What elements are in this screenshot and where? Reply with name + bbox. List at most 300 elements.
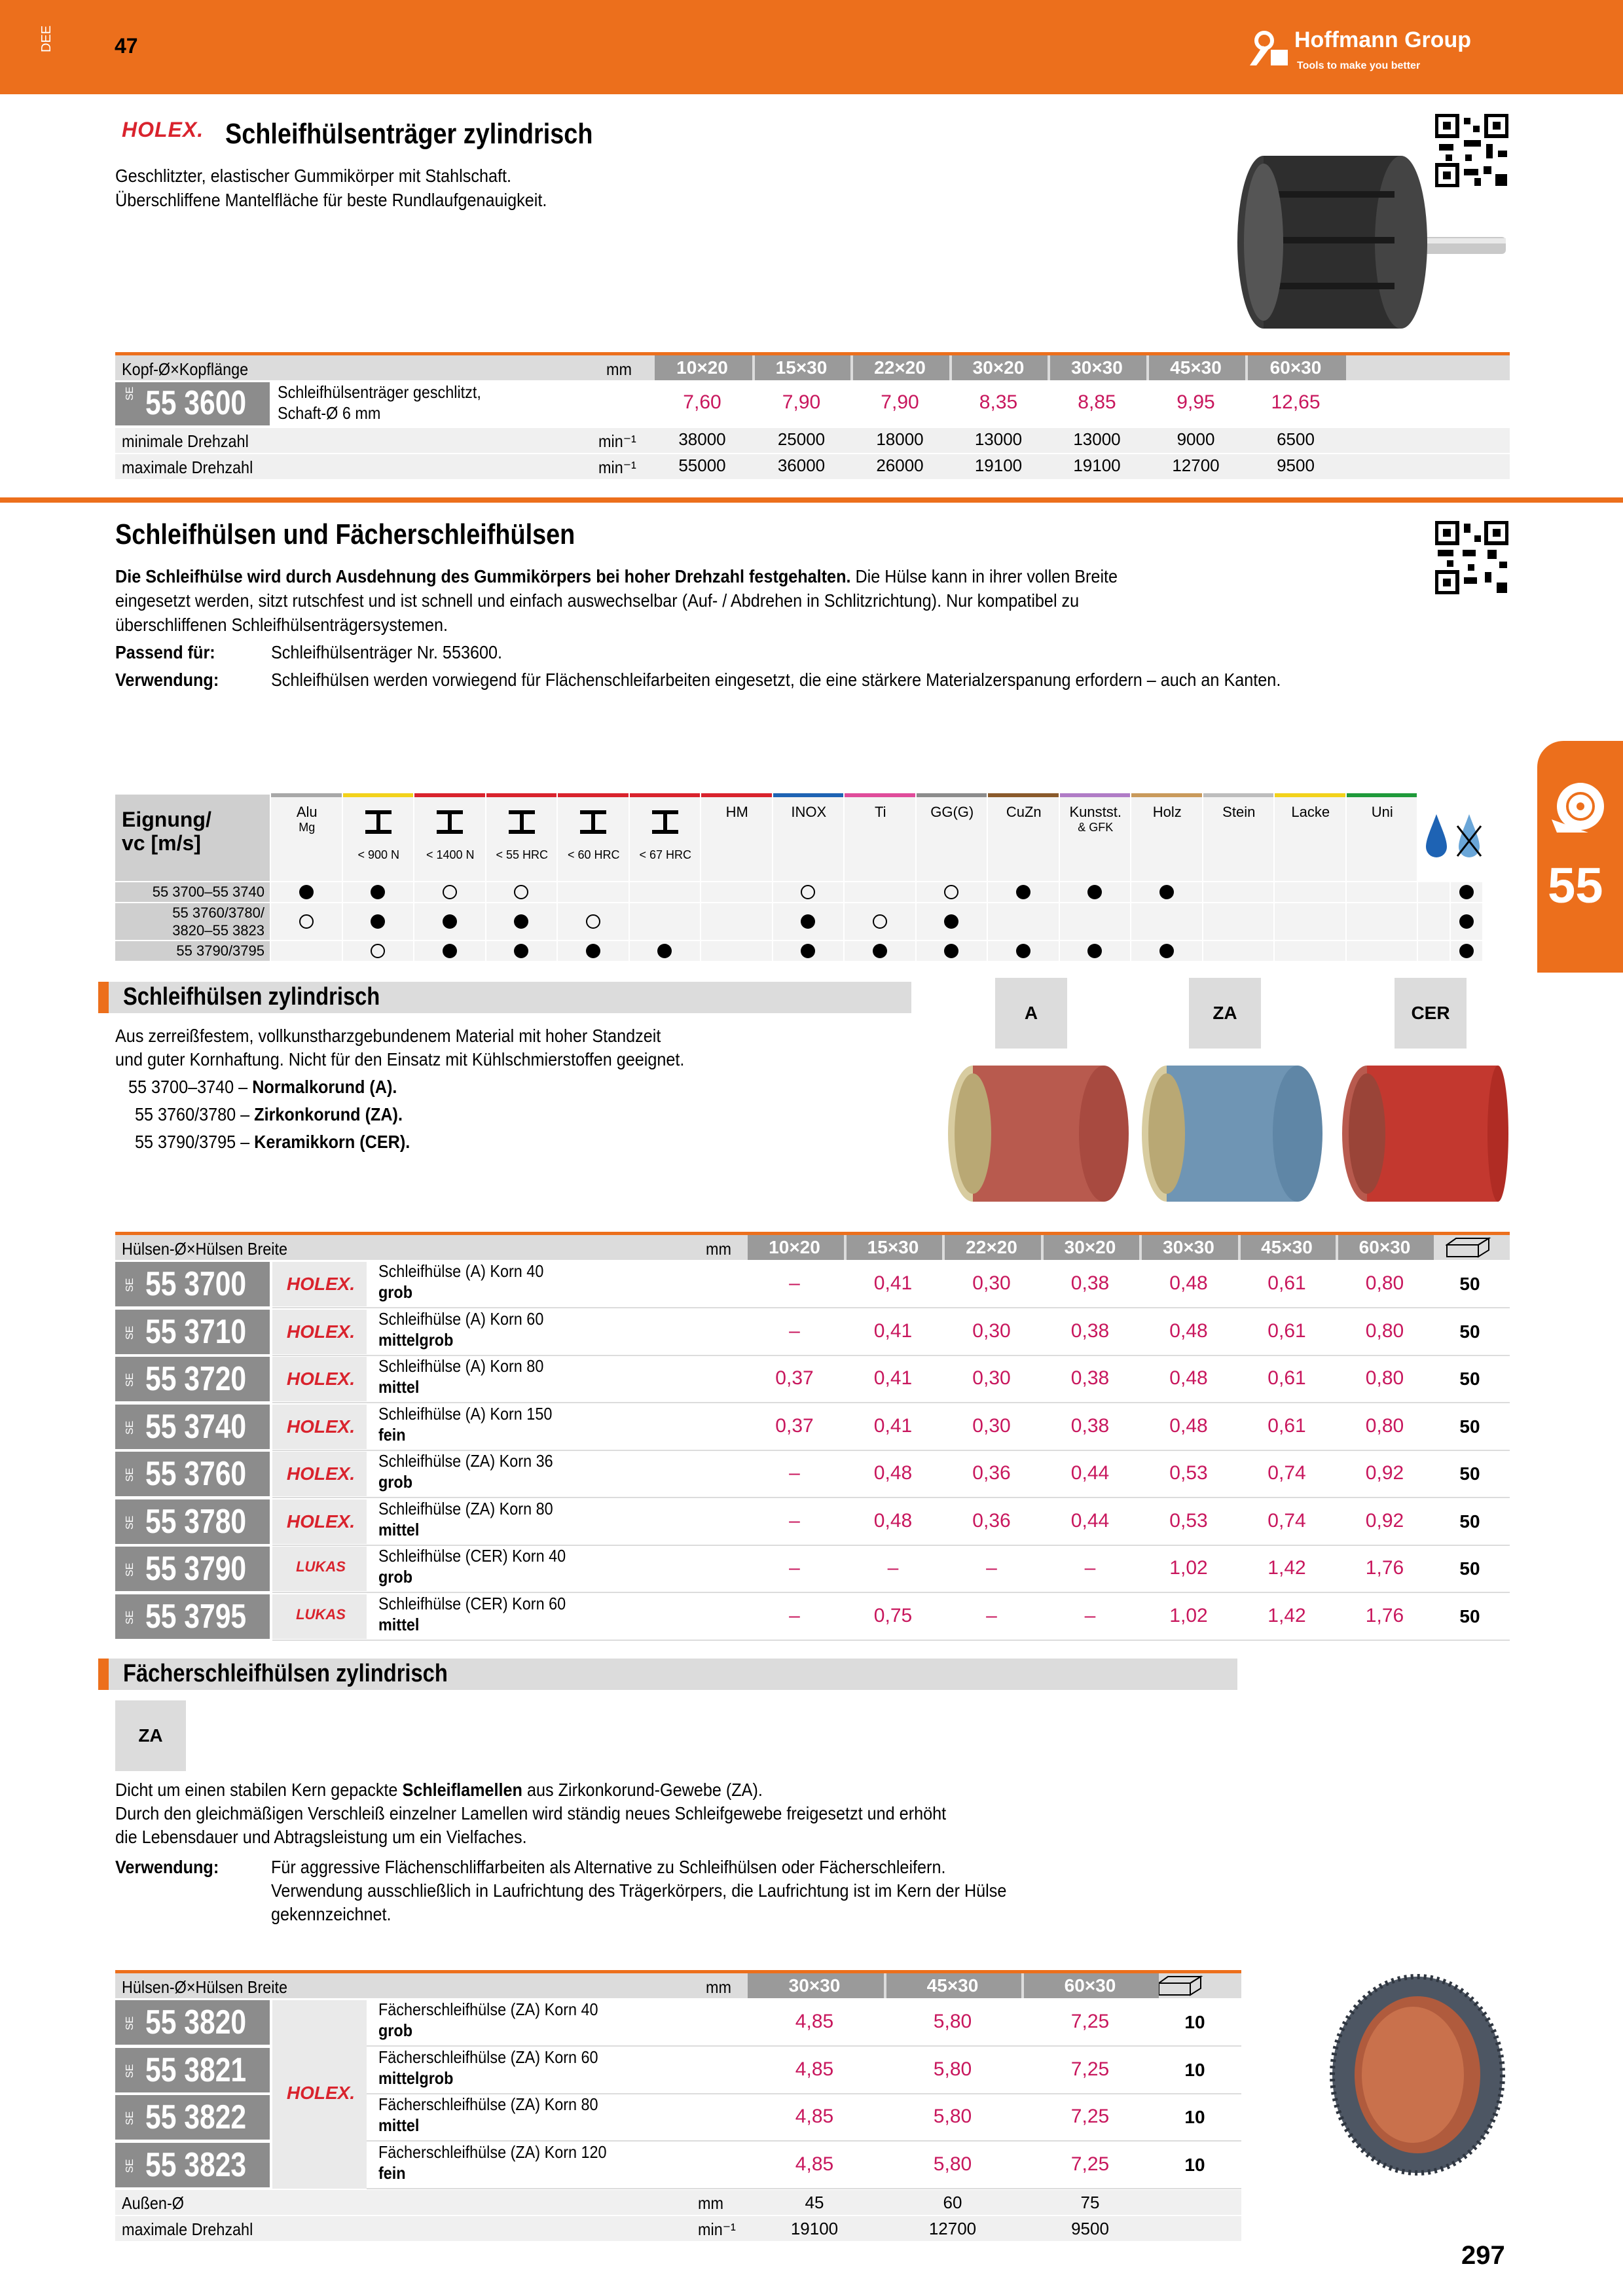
- table3-grit: grob: [378, 1472, 412, 1492]
- table1-min-label: minimale Drehzahl: [122, 431, 249, 451]
- table3-price: 0,38: [1070, 1367, 1110, 1389]
- table4-se: SE: [124, 2111, 136, 2125]
- table4-footer-value: 9500: [1071, 2219, 1109, 2238]
- table1-price: 7,90: [881, 391, 919, 413]
- table1-value: 6500: [1277, 429, 1315, 449]
- table3-price: 0,92: [1365, 1462, 1404, 1484]
- table4-price: 7,25: [1070, 2011, 1110, 2032]
- table3-se: SE: [124, 1420, 136, 1435]
- table3-desc: Schleifhülse (A) Korn 40: [378, 1261, 544, 1281]
- suit-row-label: 3820–55 3823: [172, 922, 264, 939]
- suit-col-name: Stein: [1222, 804, 1256, 820]
- edge-code: DEE: [39, 25, 54, 52]
- section4-desc-1b: Schleiflamellen: [402, 1780, 522, 1800]
- suit-col-sub: & GFK: [1078, 821, 1114, 834]
- suit-cell: [701, 941, 772, 961]
- table3-price: 0,30: [972, 1272, 1011, 1294]
- table1-head-unit: mm: [606, 359, 632, 379]
- table3-article[interactable]: 55 3760: [145, 1455, 247, 1493]
- table3-brand-logo: HOLEX.: [286, 1416, 356, 1437]
- table4-price: 5,80: [933, 2153, 972, 2175]
- table4-price: 4,85: [795, 2011, 834, 2032]
- table3-se: SE: [124, 1467, 136, 1482]
- table3-price: 0,37: [775, 1367, 814, 1389]
- table3-desc: Schleifhülse (A) Korn 150: [378, 1403, 553, 1424]
- use-label: Verwendung:: [115, 670, 219, 690]
- suit-cell: [1203, 941, 1274, 961]
- table4-head-label: Hülsen-Ø×Hülsen Breite: [122, 1977, 287, 1997]
- suit-mark-dot: [443, 944, 457, 958]
- section2-intro-line1: [115, 564, 1118, 588]
- table3-price: 0,36: [972, 1509, 1011, 1532]
- table1-value: 18000: [876, 429, 924, 449]
- holex-logo: HOLEX.: [122, 118, 204, 141]
- suit-cell: [1275, 903, 1345, 940]
- table4-desc: Fächerschleifhülse (ZA) Korn 60: [378, 2047, 598, 2067]
- sanding-sleeves-image: [940, 1058, 1510, 1217]
- type-line-3: [135, 1130, 410, 1154]
- table3-brand-logo: HOLEX.: [286, 1369, 356, 1389]
- suit-col-name: HM: [725, 804, 748, 820]
- table3-article[interactable]: 55 3790: [145, 1550, 247, 1588]
- suit-mark-dot: [586, 944, 600, 958]
- suit-mark-dot: [1159, 885, 1174, 899]
- suit-mark-ring: [873, 914, 887, 929]
- table1-value: 9500: [1277, 456, 1315, 475]
- table4-desc: Fächerschleifhülse (ZA) Korn 40: [378, 2000, 598, 2019]
- section4-desc-1: [115, 1778, 763, 1802]
- section1-title: Schleifhülsenträger zylindrisch: [225, 118, 593, 150]
- suit-cell: [1060, 903, 1131, 940]
- grain-label-a: A: [995, 978, 1067, 1049]
- table3-article[interactable]: 55 3780: [145, 1502, 247, 1541]
- table3-grit: mittel: [378, 1519, 420, 1539]
- table3-price: 0,61: [1267, 1414, 1306, 1437]
- table4-footer-unit: min⁻¹: [698, 2219, 736, 2239]
- suit-cell: [1347, 941, 1417, 961]
- suit-col-sub: < 55 HRC: [496, 848, 549, 861]
- table1-price: 8,85: [1078, 391, 1116, 413]
- section4-desc-2: Durch den gleichmäßigen Verschleiß einzelner Lamellen wird ständig neues Schleifgewebe freigesetzt und erhöht: [115, 1803, 947, 1823]
- table1-se: SE: [124, 386, 136, 401]
- table3-se: SE: [124, 1325, 136, 1340]
- table3-article[interactable]: 55 3740: [145, 1407, 247, 1446]
- table4-pack: 10: [1184, 2107, 1205, 2127]
- table1-head-label: Kopf-Ø×Kopflänge: [122, 359, 249, 379]
- table3-pack: 50: [1459, 1416, 1480, 1437]
- use-value: Schleifhülsen werden vorwiegend für Flächenschleifarbeiten eingesetzt, die eine stärkere Materialzerspanung erfordern – auch an Kanten.: [271, 670, 1281, 690]
- suit-row-label: 55 3700–55 3740: [152, 884, 264, 900]
- table1-article: 55 3600: [145, 384, 247, 422]
- table3-price: 0,30: [972, 1367, 1011, 1389]
- table3-price: 0,61: [1267, 1367, 1306, 1389]
- table1-price: 8,35: [979, 391, 1018, 413]
- table3-price: 0,30: [972, 1319, 1011, 1342]
- table3-brand-logo: HOLEX.: [286, 1274, 356, 1294]
- page-number: 297: [1461, 2241, 1505, 2270]
- table3-price: 0,38: [1070, 1319, 1110, 1342]
- suit-mark-dot: [443, 914, 457, 929]
- hoffmann-logo: [1247, 26, 1509, 79]
- table3-price: 0,48: [1169, 1367, 1208, 1389]
- table3-article[interactable]: 55 3700: [145, 1265, 247, 1303]
- table3-price: 0,41: [873, 1319, 913, 1342]
- table4-desc: Fächerschleifhülse (ZA) Korn 120: [378, 2142, 607, 2162]
- table3-grit: mittelgrob: [378, 1329, 454, 1350]
- suit-cell: [701, 882, 772, 902]
- table1-value: 13000: [1073, 429, 1121, 449]
- table3-pack: 50: [1459, 1321, 1480, 1342]
- section4-desc-1a: Dicht um einen stabilen Kern gepackte: [115, 1780, 403, 1800]
- suit-mark-dot: [299, 885, 314, 899]
- table3-price: 1,76: [1365, 1557, 1404, 1579]
- table3-pack: 50: [1459, 1274, 1480, 1294]
- table3-pack: 50: [1459, 1369, 1480, 1389]
- section1-desc-1: Geschlitzter, elastischer Gummikörper mit Stahlschaft.: [115, 166, 511, 186]
- grain-label-za: ZA: [1189, 978, 1261, 1049]
- flap-sleeve-image: [1329, 1970, 1506, 2179]
- table1-size: 10×20: [676, 357, 728, 378]
- table3-price: 0,36: [972, 1462, 1011, 1484]
- section4-use-1: Für aggressive Flächenschliffarbeiten als Alternative zu Schleifhülsen oder Fächerschleifern.: [271, 1857, 946, 1877]
- suit-cell: [845, 882, 915, 902]
- table3-article[interactable]: 55 3710: [145, 1312, 247, 1351]
- suit-cell: [1131, 903, 1202, 940]
- table1-price: 9,95: [1176, 391, 1215, 413]
- table3-grit: grob: [378, 1282, 412, 1302]
- section4-desc-1c: aus Zirkonkorund-Gewebe (ZA).: [522, 1780, 763, 1800]
- table4-se: SE: [124, 2016, 136, 2030]
- type-line-1: [128, 1075, 397, 1099]
- steel-beam-icon: [579, 809, 608, 835]
- table3-desc: Schleifhülse (CER) Korn 60: [378, 1593, 566, 1613]
- table3-price: 0,80: [1365, 1319, 1404, 1342]
- table4-size: 45×30: [926, 1975, 979, 1996]
- table4-price: 4,85: [795, 2106, 834, 2127]
- table3-size: 10×20: [769, 1237, 820, 1257]
- suit-cell: [701, 903, 772, 940]
- suit-col-name: INOX: [791, 804, 827, 820]
- table4-article[interactable]: 55 3823: [145, 2145, 247, 2184]
- table1-value: 55000: [678, 456, 726, 475]
- table1-value: 13000: [974, 429, 1023, 449]
- table4-price: 5,80: [933, 2058, 972, 2080]
- section4-accent: [98, 1659, 109, 1690]
- table4-head-unit: mm: [706, 1977, 731, 1997]
- table4-footer-label: Außen-Ø: [122, 2193, 184, 2213]
- table3-price: 1,02: [1169, 1557, 1208, 1579]
- section2-intro-line2: eingesetzt werden, sitzt rutschfest und ist schnell und einfach auswechselbar (Auf- / Abdrehen in Schlitzrichtung). Nur kompatibel zu: [115, 590, 1080, 611]
- table3-size: 22×20: [966, 1237, 1017, 1257]
- table3-price: 0,30: [972, 1414, 1011, 1437]
- table4-price: 7,25: [1070, 2153, 1110, 2175]
- suit-mark-dot: [1159, 944, 1174, 958]
- table1-size: 30×30: [1071, 357, 1123, 378]
- suit-col-name: Ti: [874, 804, 886, 820]
- table1-value: 19100: [974, 456, 1023, 475]
- table4-price: 7,25: [1070, 2058, 1110, 2080]
- table3-se: SE: [124, 1515, 136, 1530]
- table4-price: 4,85: [795, 2153, 834, 2175]
- table4-se: SE: [124, 2159, 136, 2173]
- grain-label-za-2: ZA: [115, 1700, 186, 1771]
- table4-price: 5,80: [933, 2011, 972, 2032]
- table4-price: 4,85: [795, 2058, 834, 2080]
- suit-col-name: Lacke: [1291, 804, 1330, 820]
- table3-desc: Schleifhülse (CER) Korn 40: [378, 1546, 566, 1566]
- table1-article-desc-1: Schleifhülsenträger geschlitzt,: [278, 382, 481, 402]
- hoffmann-logo-icon: [1247, 30, 1290, 67]
- table3-price: 1,76: [1365, 1604, 1404, 1626]
- grain-label-cer: CER: [1395, 978, 1467, 1049]
- table3-price: 0,61: [1267, 1319, 1306, 1342]
- table3-desc: Schleifhülse (ZA) Korn 80: [378, 1498, 553, 1518]
- table4-footer-value: 60: [943, 2193, 962, 2212]
- type-name-2: Zirkonkorund (ZA).: [254, 1104, 403, 1124]
- suit-cell: [630, 903, 701, 940]
- table3-price: 0,80: [1365, 1367, 1404, 1389]
- suit-col-name: GG(G): [930, 804, 974, 820]
- suit-col-sub: Mg: [299, 821, 316, 834]
- table1-value: 12700: [1172, 456, 1220, 475]
- table3-price: 0,61: [1267, 1272, 1306, 1294]
- table3-size: 30×20: [1064, 1237, 1116, 1257]
- section2-intro-bold: Die Schleifhülse wird durch Ausdehnung des Gummikörpers bei hoher Drehzahl festgehalten.: [115, 566, 851, 586]
- suitability-table: [115, 793, 1504, 963]
- table3-grit: mittel: [378, 1377, 420, 1397]
- table3-grit: fein: [378, 1424, 406, 1444]
- steel-beam-icon: [435, 809, 464, 835]
- suit-mark-dot: [1016, 885, 1030, 899]
- suit-col-sub: < 900 N: [357, 848, 400, 861]
- table4-price: 7,25: [1070, 2106, 1110, 2127]
- table3-brand-logo: LUKAS: [296, 1605, 346, 1623]
- suit-col-name: Alu: [296, 804, 318, 820]
- table4-pack: 10: [1184, 2059, 1205, 2080]
- table1-max-label: maximale Drehzahl: [122, 457, 253, 477]
- table1-article-desc-2: Schaft-Ø 6 mm: [278, 403, 381, 423]
- table3-price: –: [887, 1557, 899, 1579]
- table4-footer-value: 19100: [790, 2219, 839, 2238]
- table4-footer-value: 45: [805, 2193, 824, 2212]
- table3-price: –: [1084, 1557, 1096, 1579]
- table4-pack: 10: [1184, 2154, 1205, 2175]
- table3-grit: grob: [378, 1567, 412, 1587]
- table3-se: SE: [124, 1562, 136, 1577]
- suitability-label-1: Eignung/: [122, 808, 211, 831]
- suit-col-sub: < 67 HRC: [639, 848, 692, 861]
- table3-price: 1,02: [1169, 1604, 1208, 1626]
- section3-desc-2: und guter Kornhaftung. Nicht für den Einsatz mit Kühlschmierstoffen geeignet.: [115, 1049, 685, 1069]
- table4-article[interactable]: 55 3821: [145, 2051, 247, 2089]
- table3-size: 15×30: [867, 1237, 919, 1257]
- table3-size: 45×30: [1261, 1237, 1313, 1257]
- table4-size: 30×30: [788, 1975, 841, 1996]
- table3-brand-logo: HOLEX.: [286, 1321, 356, 1342]
- suit-cell: [630, 882, 701, 902]
- section4-desc-3: die Lebensdauer und Abtragsleistung um ein Vielfaches.: [115, 1827, 527, 1847]
- table1-size: 45×30: [1170, 357, 1222, 378]
- suit-cell: [1347, 882, 1417, 902]
- suit-col-name: CuZn: [1006, 804, 1042, 820]
- table3-desc: Schleifhülse (ZA) Korn 36: [378, 1451, 553, 1471]
- suit-mark-ring: [299, 914, 314, 929]
- chapter-number: 55: [1548, 858, 1603, 914]
- type-range-1: 55 3700–3740 –: [128, 1077, 248, 1097]
- table3-price: –: [789, 1462, 800, 1484]
- table3-article[interactable]: 55 3720: [145, 1360, 247, 1398]
- suit-col-name: Holz: [1152, 804, 1182, 820]
- suit-cell: [558, 882, 629, 902]
- table3-size: 30×30: [1163, 1237, 1214, 1257]
- table3-grit: mittel: [378, 1614, 420, 1634]
- table1-size: 60×30: [1269, 357, 1322, 378]
- suit-cell: [1347, 903, 1417, 940]
- table3-price: 0,37: [775, 1414, 814, 1437]
- table1-value: 19100: [1073, 456, 1121, 475]
- table3-head-unit: mm: [706, 1239, 731, 1259]
- section2-title: Schleifhülsen und Fächerschleifhülsen: [115, 518, 575, 550]
- table3-price: 0,48: [873, 1509, 913, 1532]
- table3-price: –: [1084, 1604, 1096, 1626]
- suit-col-sub: < 60 HRC: [567, 848, 620, 861]
- table1-max-unit: min⁻¹: [598, 457, 636, 477]
- table3-pack: 50: [1459, 1558, 1480, 1579]
- table3-price: 0,41: [873, 1272, 913, 1294]
- section3-title: Schleifhülsen zylindrisch: [123, 983, 380, 1011]
- section2-intro-rest: Die Hülse kann in ihrer vollen Breite: [850, 566, 1118, 586]
- table4-article[interactable]: 55 3822: [145, 2098, 247, 2136]
- table1-price: 7,60: [683, 391, 721, 413]
- suit-mark-dot: [1459, 885, 1474, 899]
- table3-head-label: Hülsen-Ø×Hülsen Breite: [122, 1239, 287, 1259]
- table3-price: –: [986, 1557, 997, 1579]
- table3-price: 0,48: [1169, 1272, 1208, 1294]
- table3-brand-logo: LUKAS: [296, 1558, 346, 1575]
- section2-intro-line3: überschliffenen Schleifhülsenträgersystemen.: [115, 615, 448, 635]
- suit-mark-dot: [1016, 944, 1030, 958]
- table3-article[interactable]: 55 3795: [145, 1597, 247, 1636]
- suit-cell: [1275, 941, 1345, 961]
- table4-footer-value: 12700: [928, 2219, 977, 2238]
- suit-cell: [1418, 882, 1450, 902]
- table4-footer-unit: mm: [698, 2193, 723, 2213]
- table1-price: 7,90: [782, 391, 821, 413]
- table4-row-separator: [367, 2188, 1241, 2189]
- suit-cell: [271, 941, 342, 961]
- table3-price: 0,80: [1365, 1414, 1404, 1437]
- table4-footer-label: maximale Drehzahl: [122, 2219, 253, 2239]
- table3-price: 0,38: [1070, 1272, 1110, 1294]
- table3-price: 1,42: [1267, 1557, 1306, 1579]
- table3-row-separator: [272, 1640, 1510, 1641]
- table3-pack: 50: [1459, 1511, 1480, 1532]
- table3-size: 60×30: [1359, 1237, 1411, 1257]
- table1-value: 36000: [777, 456, 826, 475]
- table3-price: –: [789, 1557, 800, 1579]
- table3-se: SE: [124, 1278, 136, 1292]
- table3-price: 1,42: [1267, 1604, 1306, 1626]
- section3-accent: [98, 982, 109, 1013]
- type-name-3: Keramikkorn (CER).: [254, 1132, 410, 1152]
- qr-code-icon-2: [1435, 521, 1508, 594]
- steel-beam-icon: [364, 809, 393, 835]
- table1-size: 22×20: [874, 357, 926, 378]
- table3-price: 0,44: [1070, 1462, 1110, 1484]
- brand-tagline: Tools to make you better: [1297, 60, 1421, 71]
- suit-mark-dot: [1459, 914, 1474, 929]
- table4-se: SE: [124, 2064, 136, 2078]
- table4-pack: 10: [1184, 2012, 1205, 2032]
- type-line-2: [135, 1102, 403, 1126]
- table3-brand-logo: HOLEX.: [286, 1463, 356, 1484]
- table3-desc: Schleifhülse (A) Korn 60: [378, 1308, 544, 1329]
- type-range-3: 55 3790/3795 –: [135, 1132, 250, 1152]
- section-divider: [0, 497, 1623, 503]
- table4-article[interactable]: 55 3820: [145, 2003, 247, 2041]
- suit-cell: [1203, 882, 1274, 902]
- steel-beam-icon: [507, 809, 536, 835]
- table4-grit: mittel: [378, 2115, 420, 2135]
- suit-cell: [1203, 903, 1274, 940]
- table4-footer-value: 75: [1080, 2193, 1100, 2212]
- drum-carrier-image: [1231, 152, 1506, 348]
- table3-price: –: [789, 1272, 800, 1294]
- table4-desc: Fächerschleifhülse (ZA) Korn 80: [378, 2094, 598, 2114]
- section4-use-label: Verwendung:: [115, 1857, 219, 1877]
- table3-price: 0,44: [1070, 1509, 1110, 1532]
- table1-size: 30×20: [972, 357, 1025, 378]
- suit-cell: [1418, 941, 1450, 961]
- table1-value: 9000: [1176, 429, 1215, 449]
- suit-mark-dot: [1459, 944, 1474, 958]
- fits-value: Schleifhülsenträger Nr. 553600.: [271, 642, 503, 662]
- table3-price: –: [789, 1509, 800, 1532]
- suit-mark-dot: [873, 944, 887, 958]
- package-icon-2: [1158, 1975, 1203, 1996]
- table3-brand-logo: HOLEX.: [286, 1511, 356, 1532]
- table4-brand-logo: HOLEX.: [286, 2083, 356, 2103]
- dry-drop-icon: [1456, 813, 1482, 859]
- table3-price: 0,53: [1169, 1462, 1208, 1484]
- suit-row-label: 55 3790/3795: [176, 942, 264, 959]
- table1-value: 26000: [876, 456, 924, 475]
- section3-desc-1: Aus zerreißfestem, vollkunstharzgebundenem Material mit hoher Standzeit: [115, 1026, 661, 1046]
- table3-price: 0,41: [873, 1414, 913, 1437]
- chapter-tab[interactable]: [1537, 741, 1623, 973]
- suit-col-name: Kunstst.: [1069, 804, 1122, 820]
- suitability-label-2: vc [m/s]: [122, 831, 201, 855]
- package-icon: [1446, 1237, 1491, 1258]
- section4-use-3: gekennzeichnet.: [271, 1904, 392, 1924]
- table3-price: 0,53: [1169, 1509, 1208, 1532]
- table3-price: 0,48: [873, 1462, 913, 1484]
- table1-size: 15×30: [775, 357, 828, 378]
- table3-price: 0,92: [1365, 1509, 1404, 1532]
- section4-use-2: Verwendung ausschließlich in Laufrichtung des Trägerkörpers, die Laufrichtung ist im Kern der Hülse: [271, 1880, 1007, 1901]
- suit-cell: [1275, 882, 1345, 902]
- type-name-1: Normalkorund (A).: [252, 1077, 397, 1097]
- table3-price: 0,48: [1169, 1414, 1208, 1437]
- suit-mark-ring: [443, 885, 457, 899]
- coolant-drop-icon: [1423, 813, 1450, 859]
- suit-row-label: 55 3760/3780/: [172, 905, 264, 921]
- suit-cell: [1418, 903, 1450, 940]
- table3-price: 0,41: [873, 1367, 913, 1389]
- table3-price: 0,74: [1267, 1462, 1306, 1484]
- table3-pack: 50: [1459, 1605, 1480, 1626]
- table4-grit: fein: [378, 2162, 406, 2183]
